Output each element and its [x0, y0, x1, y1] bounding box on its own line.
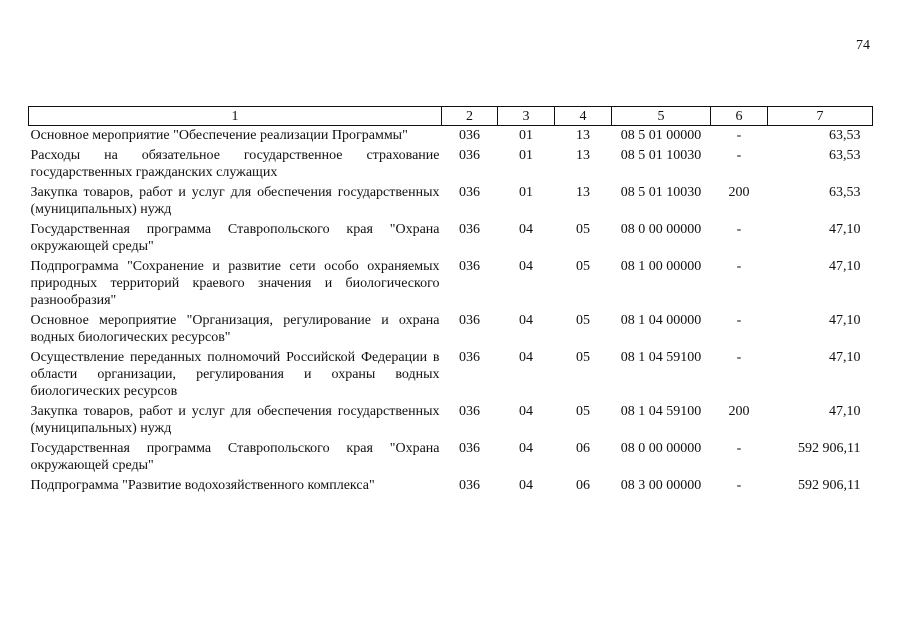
row-expense-type: - — [736, 478, 742, 493]
row-admin-code: 036 — [459, 350, 480, 365]
row-subsection: 05 — [576, 222, 590, 237]
table-header-row — [29, 107, 873, 126]
row-section: 04 — [519, 441, 533, 456]
row-target-article: 08 1 04 00000 — [620, 313, 702, 328]
row-subsection: 13 — [576, 185, 590, 200]
row-name: Основное мероприятие "Обеспечение реализации Программы" — [30, 128, 408, 143]
row-admin-code: 036 — [459, 148, 480, 163]
row-admin-code: 036 — [459, 185, 480, 200]
row-subsection: 05 — [576, 350, 590, 365]
row-admin-code: 036 — [459, 222, 480, 237]
row-amount: 47,10 — [829, 222, 861, 237]
row-target-article: 08 0 00 00000 — [620, 441, 702, 456]
row-target-article: 08 5 01 10030 — [620, 148, 702, 163]
row-expense-type: - — [736, 148, 742, 163]
row-admin-code: 036 — [459, 313, 480, 328]
table-row — [29, 311, 873, 348]
table-row — [29, 439, 873, 476]
table-row — [29, 220, 873, 257]
row-expense-type: - — [736, 313, 742, 328]
header-col-1: 1 — [29, 107, 442, 126]
table-row — [29, 257, 873, 311]
row-amount: 47,10 — [829, 350, 861, 365]
row-section: 01 — [519, 128, 533, 143]
row-expense-type: - — [736, 128, 742, 143]
row-section: 04 — [519, 404, 533, 419]
row-amount: 592 906,11 — [798, 441, 861, 456]
row-target-article: 08 1 04 59100 — [620, 350, 702, 365]
row-amount: 63,53 — [829, 148, 861, 163]
row-section: 04 — [519, 222, 533, 237]
row-target-article: 08 5 01 00000 — [620, 128, 702, 143]
row-name: Закупка товаров, работ и услуг для обеспечения государственных (муниципальных) нужд — [30, 185, 440, 217]
row-admin-code: 036 — [459, 259, 480, 274]
row-name: Государственная программа Ставропольского края "Охрана окружающей среды" — [30, 441, 440, 473]
row-section: 04 — [519, 259, 533, 274]
row-admin-code: 036 — [459, 441, 480, 456]
table-row — [29, 183, 873, 220]
row-name: Подпрограмма "Сохранение и развитие сети особо охраняемых природных территорий краевого значения и биологического разнообразия" — [30, 259, 440, 308]
row-section: 01 — [519, 185, 533, 200]
budget-table — [28, 106, 873, 496]
row-target-article: 08 3 00 00000 — [620, 478, 702, 493]
row-expense-type: - — [736, 259, 742, 274]
header-col-4: 4 — [555, 107, 612, 126]
table-row — [29, 348, 873, 402]
row-subsection: 05 — [576, 404, 590, 419]
row-admin-code: 036 — [459, 404, 480, 419]
row-name: Осуществление переданных полномочий Российской Федерации в области организации, регулирования и охраны водных биологических ресурсов — [30, 350, 440, 399]
row-name: Подпрограмма "Развитие водохозяйственного комплекса" — [30, 478, 375, 493]
row-subsection: 13 — [576, 148, 590, 163]
row-subsection: 06 — [576, 478, 590, 493]
row-expense-type: - — [736, 222, 742, 237]
row-target-article: 08 1 00 00000 — [620, 259, 702, 274]
table-row — [29, 476, 873, 496]
row-target-article: 08 5 01 10030 — [620, 185, 702, 200]
row-amount: 592 906,11 — [798, 478, 861, 493]
row-section: 01 — [519, 148, 533, 163]
row-target-article: 08 0 00 00000 — [620, 222, 702, 237]
table-row — [29, 146, 873, 183]
row-amount: 63,53 — [829, 185, 861, 200]
row-section: 04 — [519, 478, 533, 493]
row-amount: 63,53 — [829, 128, 861, 143]
row-admin-code: 036 — [459, 478, 480, 493]
row-subsection: 05 — [576, 313, 590, 328]
row-name: Государственная программа Ставропольского края "Охрана окружающей среды" — [30, 222, 440, 254]
table-row — [29, 402, 873, 439]
row-expense-type: - — [736, 350, 742, 365]
row-expense-type: 200 — [728, 404, 750, 419]
row-name: Закупка товаров, работ и услуг для обеспечения государственных (муниципальных) нужд — [30, 404, 440, 436]
row-subsection: 13 — [576, 128, 590, 143]
header-col-5: 5 — [612, 107, 711, 126]
row-amount: 47,10 — [829, 313, 861, 328]
header-col-3: 3 — [498, 107, 555, 126]
row-amount: 47,10 — [829, 404, 861, 419]
header-col-2: 2 — [442, 107, 498, 126]
row-subsection: 05 — [576, 259, 590, 274]
header-col-7: 7 — [768, 107, 873, 126]
row-name: Основное мероприятие "Организация, регулирование и охрана водных биологических ресурсов" — [30, 313, 440, 345]
row-expense-type: 200 — [728, 185, 750, 200]
row-expense-type: - — [736, 441, 742, 456]
header-col-6: 6 — [711, 107, 768, 126]
page-number: 74 — [856, 38, 870, 53]
row-subsection: 06 — [576, 441, 590, 456]
row-amount: 47,10 — [829, 259, 861, 274]
row-target-article: 08 1 04 59100 — [620, 404, 702, 419]
row-section: 04 — [519, 350, 533, 365]
row-name: Расходы на обязательное государственное страхование государственных гражданских служащих — [30, 148, 440, 180]
table-row — [29, 126, 873, 147]
row-admin-code: 036 — [459, 128, 480, 143]
row-section: 04 — [519, 313, 533, 328]
